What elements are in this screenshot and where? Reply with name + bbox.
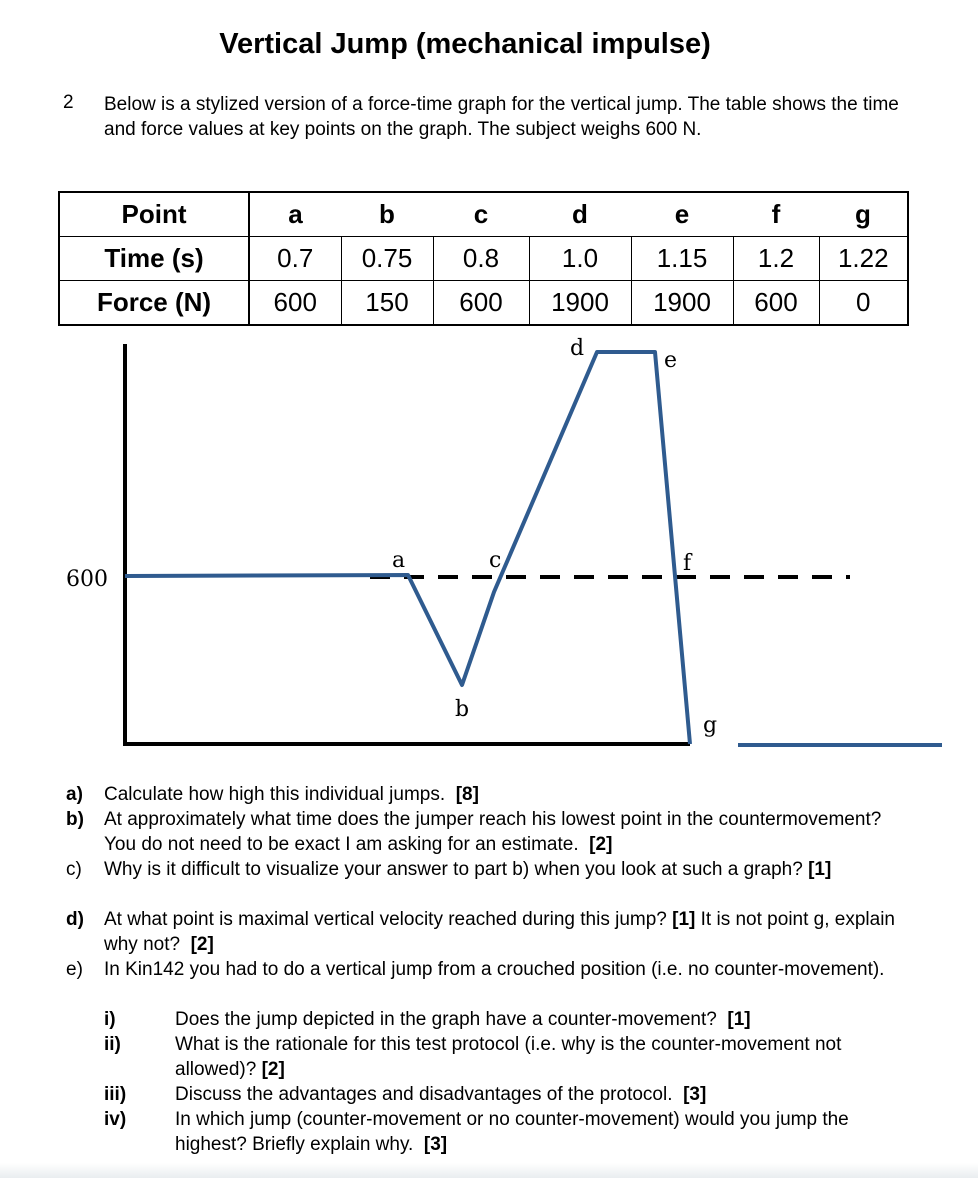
table-cell: 0.75	[341, 237, 433, 281]
subquestion-label-iv: iv)	[104, 1109, 127, 1130]
question-label-e: e)	[66, 959, 83, 980]
table-header-force: Force (N)	[59, 281, 249, 326]
y-label-600: 600	[66, 567, 108, 592]
table-cell: 1.0	[529, 237, 631, 281]
table-header-point: Point	[59, 192, 249, 237]
question-d-marks: [1]	[672, 909, 696, 930]
subquestion-iv-text: In which jump (counter-movement or no counter-movement) would you jump the highest? Briefly explain why.	[175, 1109, 849, 1155]
table-row-force	[59, 281, 908, 326]
subquestion-ii-text: What is the rationale for this test protocol (i.e. why is the counter-movement not allowed)?	[175, 1034, 842, 1080]
subquestion-i-text: Does the jump depicted in the graph have a counter-movement?	[175, 1009, 717, 1030]
subquestion-iii-text: Discuss the advantages and disadvantages of the protocol.	[175, 1084, 673, 1105]
table-cell: b	[341, 192, 433, 237]
question-c	[104, 857, 904, 882]
table-cell: 0	[819, 281, 908, 326]
subquestion-label-ii: ii)	[104, 1034, 121, 1055]
subquestion-iv-marks: [3]	[423, 1134, 448, 1155]
question-d-text-2: It is not point g, explain why not?	[104, 909, 895, 955]
subquestion-ii	[175, 1032, 905, 1082]
point-label-f: f	[683, 551, 692, 576]
table-cell: c	[433, 192, 529, 237]
question-label-c: c)	[66, 859, 82, 880]
question-a-marks: [8]	[455, 784, 479, 805]
subquestion-label-iii: iii)	[104, 1084, 127, 1105]
point-label-e: e	[664, 348, 678, 373]
question-intro: Below is a stylized version of a force-time graph for the vertical jump. The table shows the time and force values at key points on the graph. The subject weighs 600 N.	[104, 94, 899, 140]
table-cell: g	[819, 192, 908, 237]
table-cell: 1.15	[631, 237, 733, 281]
question-b-text: At approximately what time does the jumper reach his lowest point in the countermovement? You do not need to be exact I am asking for an estimate.	[104, 809, 882, 855]
table-cell: 0.8	[433, 237, 529, 281]
table-cell: a	[249, 192, 341, 237]
table-row-time	[59, 237, 908, 281]
page-title: Vertical Jump (mechanical impulse)	[219, 28, 711, 60]
table-cell: 1.2	[733, 237, 819, 281]
subquestion-iii	[175, 1082, 905, 1107]
table-cell: 1900	[529, 281, 631, 326]
table-cell: f	[733, 192, 819, 237]
question-a-text: Calculate how high this individual jumps.	[104, 784, 446, 805]
question-d-marks-2: [2]	[190, 934, 214, 955]
question-d-text: At what point is maximal vertical velocity reached during this jump?	[104, 909, 667, 930]
point-label-a: a	[392, 548, 406, 573]
question-e-text: In Kin142 you had to do a vertical jump from a crouched position (i.e. no counter-movement).	[104, 959, 885, 980]
question-label-a: a)	[66, 784, 83, 805]
table-cell: 600	[733, 281, 819, 326]
question-d	[104, 907, 904, 957]
force-time-graph	[0, 330, 978, 760]
question-label-b: b)	[66, 809, 84, 830]
subquestion-ii-marks: [2]	[261, 1059, 285, 1080]
question-label-d: d)	[66, 909, 84, 930]
table-cell: d	[529, 192, 631, 237]
subquestion-i	[175, 1007, 905, 1032]
table-cell: 1.22	[819, 237, 908, 281]
subquestion-label-i: i)	[104, 1009, 116, 1030]
question-b	[104, 807, 904, 857]
subquestion-i-marks: [1]	[727, 1009, 751, 1030]
question-number: 2	[63, 92, 74, 113]
table-cell: 150	[341, 281, 433, 326]
subquestion-iii-marks: [3]	[683, 1084, 707, 1105]
table-cell: 1900	[631, 281, 733, 326]
table-cell: 600	[433, 281, 529, 326]
force-curve	[125, 352, 690, 744]
data-table	[58, 191, 909, 326]
question-b-marks: [2]	[589, 834, 613, 855]
point-label-c: c	[489, 548, 502, 573]
table-row-point	[59, 192, 908, 237]
question-c-marks: [1]	[808, 859, 832, 880]
point-label-d: d	[570, 336, 585, 361]
table-cell: 600	[249, 281, 341, 326]
table-header-time: Time (s)	[59, 237, 249, 281]
table-cell: 0.7	[249, 237, 341, 281]
question-c-text: Why is it difficult to visualize your answer to part b) when you look at such a graph?	[104, 859, 803, 880]
point-label-b: b	[455, 697, 470, 722]
question-a	[104, 782, 904, 807]
point-label-g: g	[703, 713, 718, 738]
page-bottom-edge	[0, 1163, 978, 1178]
table-cell: e	[631, 192, 733, 237]
subquestion-iv	[175, 1107, 905, 1157]
